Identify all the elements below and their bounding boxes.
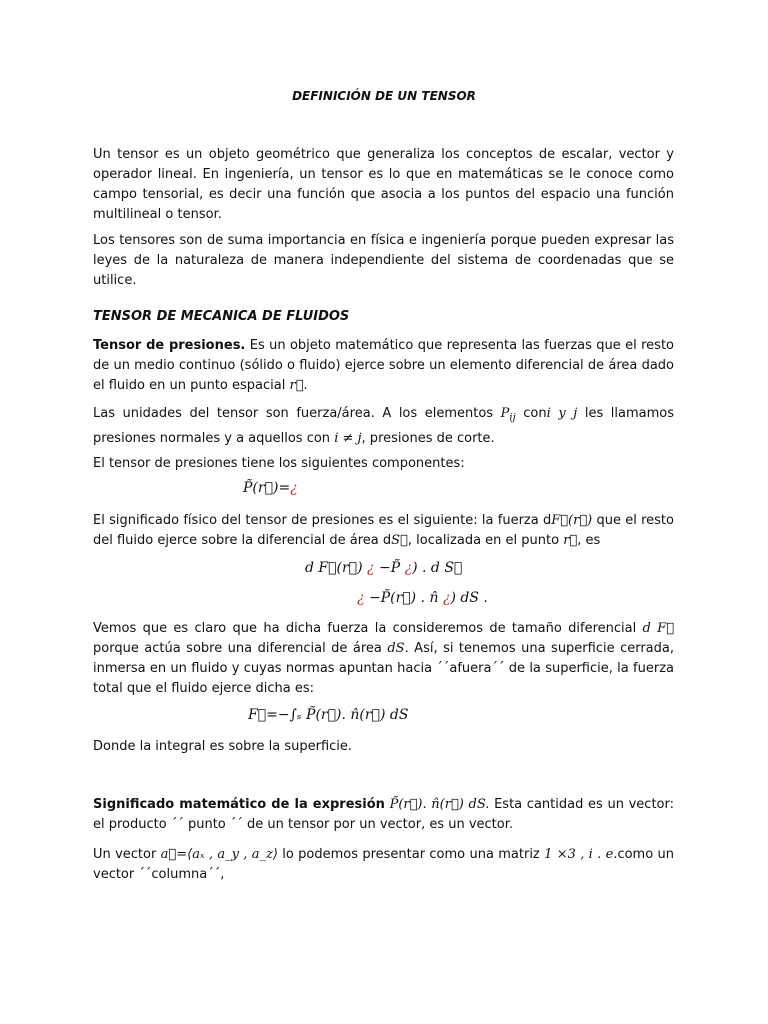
equation-force-1: d F⃗(r⃗) ¿ −P̃ ¿) . d S⃗ [305, 560, 463, 576]
paragraph-definition: Un tensor es un objeto geométrico que generaliza los conceptos de escalar, vector y operador lineal. En ingeniería, un tensor es lo que en matemáticas se le conoce como campo tensorial, es decir una función que asocia a los puntos del espacio una función multilineal o tensor. [93, 147, 674, 222]
paragraph-components: El tensor de presiones tiene los siguientes componentes: [93, 456, 465, 471]
paragraph-integral-note: Donde la integral es sobre la superficie. [93, 739, 353, 754]
section-heading-fluids: TENSOR DE MECANICA DE FLUIDOS [93, 309, 350, 324]
equation-tensor: P̃(r⃗)=¿ [243, 480, 298, 496]
equation-force-2: ¿ −P̃(r⃗) . n̂ ¿) dS . [357, 590, 488, 606]
equation-total-force: F⃗=−∫ₛ P̃(r⃗). n̂(r⃗) dS [248, 707, 409, 723]
paragraph-differential: Vemos que es claro que ha dicha fuerza la consideremos de tamaño diferencial d F⃗ porque actúa sobre una diferencial de área dS. Así, si tenemos una superficie cerrada, inmersa en un fluido y cuyas normas apuntan hacia ´´afuera´´ de la superficie, la fuerza total que el fluido ejerce dicha es: [93, 621, 674, 696]
paragraph-math-meaning: Significado matemático de la expresión P̃(r⃗). n̂(r⃗) dS. Esta cantidad es un vector: el producto ´´ punto ´´ de un tensor por un vector, es un vector. [93, 797, 674, 832]
paragraph-physical-meaning: El significado físico del tensor de presiones es el siguiente: la fuerza dF⃗(r⃗) que el resto del fluido ejerce sobre la diferencial de área dS⃗, localizada en el punto r⃗, es [93, 513, 674, 548]
paragraph-vector: Un vector a⃗=⟨aₓ , a_y , a_z⟩ lo podemos presentar como una matriz 1 ×3 , i . e.como un vector ´´columna´´, [93, 847, 674, 882]
page-title: DEFINICIÓN DE UN TENSOR [292, 89, 476, 103]
paragraph-importance: Los tensores son de suma importancia en física e ingeniería porque pueden expresar las leyes de la naturaleza de manera independiente del sistema de coordenadas que se utilice. [93, 233, 674, 288]
paragraph-units: Las unidades del tensor son fuerza/área. A los elementos $P_{ij}$ coni y j les llamamos presiones normales y a aquellos con i ≠ j, presiones de corte. [93, 406, 674, 446]
term-tensor-presiones: Tensor de presiones. [93, 338, 246, 353]
paragraph-pressure-tensor: Tensor de presiones. Es un objeto matemático que representa las fuerzas que el resto de un medio continuo (sólido o fluido) ejerce sobre un elemento diferencial de área dado el fluido en un punto espacial r⃗. [93, 338, 675, 393]
